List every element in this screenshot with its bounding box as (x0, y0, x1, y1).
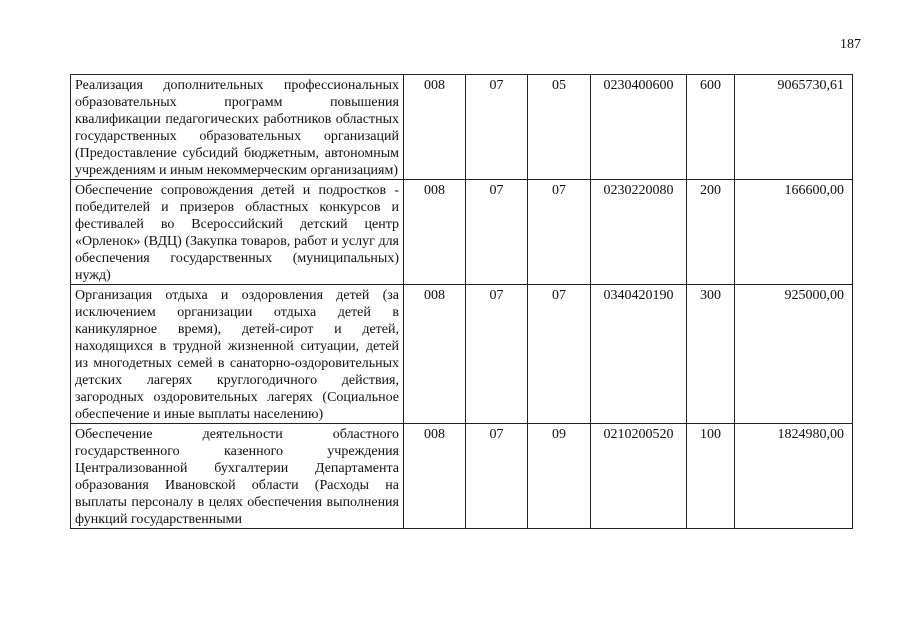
section-code: 07 (466, 180, 528, 285)
table-row (71, 75, 853, 180)
subsection-code: 09 (528, 424, 591, 529)
section-code: 07 (466, 285, 528, 424)
table-row (71, 285, 853, 424)
expense-type-code: 200 (687, 180, 735, 285)
section-code: 07 (466, 424, 528, 529)
section-code: 07 (466, 75, 528, 180)
amount: 9065730,61 (735, 75, 853, 180)
target-article-code: 0210200520 (591, 424, 687, 529)
row-description: Обеспечение сопровождения детей и подростков - победителей и призеров областных конкурсов и фестивалей во Всероссийский детский центр «Орленок» (ВДЦ) (Закупка товаров, работ и услуг для обеспечения государственных (муниципальных) нужд) (71, 180, 404, 285)
table-row (71, 424, 853, 529)
target-article-code: 0230220080 (591, 180, 687, 285)
amount: 166600,00 (735, 180, 853, 285)
amount: 925000,00 (735, 285, 853, 424)
expense-type-code: 100 (687, 424, 735, 529)
target-article-code: 0230400600 (591, 75, 687, 180)
row-description: Обеспечение деятельности областного государственного казенного учреждения Централизованной бухгалтерии Департамента образования Ивановской области (Расходы на выплаты персоналу в целях обеспечения выполнения функций государственными (71, 424, 404, 529)
subsection-code: 05 (528, 75, 591, 180)
expense-type-code: 300 (687, 285, 735, 424)
row-description: Организация отдыха и оздоровления детей (за исключением организации отдыха детей в каникулярное время), детей-сирот и детей, находящихся в трудной жизненной ситуации, детей из многодетных семей в санаторно-оздоровительных детских лагерях круглогодичного действия, загородных оздоровительных лагерях (Социальное обеспечение и иные выплаты населению) (71, 285, 404, 424)
ministry-code: 008 (404, 75, 466, 180)
amount: 1824980,00 (735, 424, 853, 529)
page-number: 187 (840, 37, 861, 52)
ministry-code: 008 (404, 180, 466, 285)
subsection-code: 07 (528, 285, 591, 424)
budget-table (70, 74, 853, 529)
target-article-code: 0340420190 (591, 285, 687, 424)
table-row (71, 180, 853, 285)
expense-type-code: 600 (687, 75, 735, 180)
subsection-code: 07 (528, 180, 591, 285)
ministry-code: 008 (404, 424, 466, 529)
ministry-code: 008 (404, 285, 466, 424)
row-description: Реализация дополнительных профессиональных образовательных программ повышения квалификации педагогических работников областных государственных образовательных организаций (Предоставление субсидий бюджетным, автономным учреждениям и иным некоммерческим организациям) (71, 75, 404, 180)
